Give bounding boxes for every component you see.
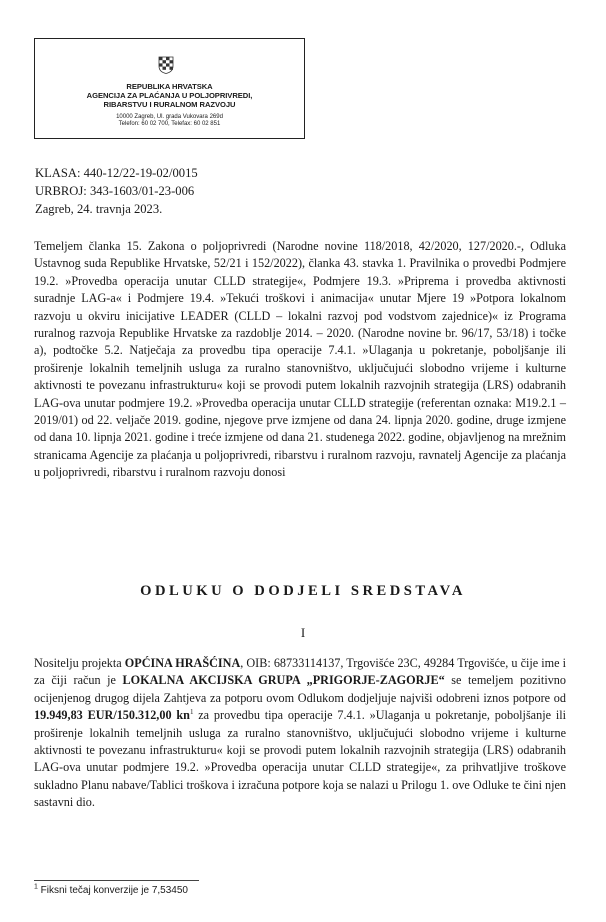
- decision-title: ODLUKU O DODJELI SREDSTAVA: [140, 583, 466, 599]
- lag-name: LOKALNA AKCIJSKA GRUPA „PRIGORJE-ZAGORJE“: [122, 673, 445, 688]
- beneficiary-name: OPĆINA HRAŠĆINA: [124, 656, 241, 670]
- footnote-text: Fiksni tečaj konverzije je 7,53450: [37, 885, 188, 896]
- agency-name-line1: AGENCIJA ZA PLAĆANJA U POLJOPRIVREDI,: [86, 91, 253, 100]
- text-segment: se temeljem pozitivno ocijenjenog drugog dijela Zahtjeva za potporu ovom Odlukom dodjeljuje najviši odobreni iznos potpore od: [34, 673, 566, 705]
- grant-amount: 19.949,83 EUR/150.312,00 kn: [34, 708, 190, 723]
- footnote-mark: 1: [34, 883, 38, 891]
- text-segment: za provedbu tipa operacije 7.4.1. »Ulaganja u pokretanje, poboljšanje ili proširenje lokalnih temeljnih usluga za ruralno stanovništvo, uključujući slobodno vrijeme i kulturne aktivnosti te povezanu infrastrukturu« koji se provodi putem lokalnih razvojnih strategija (LRS) odabranih LAG-ova unutar podmjere 19.2. »Provedba operacija unutar CLLD strategije«, za prihvatljive troškove sukladno Planu nabave/Tablici troškova i izračuna potpore koja se nalazi u Prilogu 1. ove Odluke te čini njen sastavni dio.: [34, 708, 566, 810]
- klasa-number: KLASA: 440-12/22-19-02/0015: [35, 166, 198, 180]
- republic-name: REPUBLIKA HRVATSKA: [126, 82, 213, 91]
- text-segment: , OIB: 68733114137, Trgovišće 23C, 49284 Trgovišće, u čije ime i za čiji račun je: [34, 656, 566, 688]
- agency-address: 10000 Zagreb, Ul. grada Vukovara 269d: [116, 114, 223, 120]
- footnote-divider: [34, 880, 199, 881]
- agency-header-box: [34, 38, 305, 139]
- section-number: I: [300, 625, 306, 640]
- text-segment: Nositelju projekta: [34, 656, 125, 670]
- section-i-paragraph: [34, 655, 566, 812]
- urbroj-number: URBROJ: 343-1603/01-23-006: [35, 184, 195, 198]
- agency-name-line2: RIBARSTVU I RURALNOM RAZVOJU: [103, 100, 236, 109]
- legal-basis-paragraph: Temeljem članka 15. Zakona o poljoprivredi (Narodne novine 118/2018, 42/2020, 127/2020.-, Odluka Ustavnog suda Republike Hrvatske, 52/21 i 152/2022), članka 43. stavka 1. Pravilnika o provedbi Podmjere 19.2. »Provedba operacija unutar CLLD strategije«, Podmjere 19.3. »Priprema i provedba aktivnosti suradnje LAG-a« i Podmjere 19.4. »Tekući troškovi i animacija« unutar Mjere 19 »Potpora lokalnom razvoju u okviru inicijative LEADER (CLLD – lokalni razvoj pod vodstvom zajednice)« iz Programa ruralnog razvoja Republike Hrvatske za razdoblje 2014. – 2020. (Narodne novine br. 96/17, 53/18) i točke a), podtočke 5.2. Natječaja za provedbu tipa operacije 7.4.1. »Ulaganja u pokretanje, poboljšanje ili proširenje lokalnih temeljnih usluga za ruralno stanovništvo, uključujući slobodno vrijeme i kulturne aktivnosti te povezanu infrastrukturu« koji se provodi putem lokalnih razvojnih strategija (LRS) odabranih LAG-ova unutar podmjere 19.2. »Provedba operacija unutar CLLD strategije (referentan oznaka: M19.2.1 – 2019/01) od 22. veljače 2019. godine, njegove prve izmjene od dana 24. lipnja 2020. godine, druge izmjene od dana 10. lipnja 2021. godine i treće izmjene od dana 21. studenega 2022. godine, objavljenog na mrežnim stranicama Agencije za plaćanja u poljoprivredi, ribarstvu i ruralnom razvoju, ravnatelj Agencije za plaćanja u poljoprivredi, ribarstvu i ruralnom razvoju donosi: [34, 239, 566, 480]
- place-and-date: Zagreb, 24. travnja 2023.: [35, 202, 163, 216]
- croatian-coat-of-arms-icon: [158, 56, 174, 74]
- footnote-reference: 1: [189, 708, 194, 717]
- agency-phone: Telefon: 60 02 700, Telefax: 60 02 851: [118, 121, 221, 127]
- footnote: [34, 885, 188, 896]
